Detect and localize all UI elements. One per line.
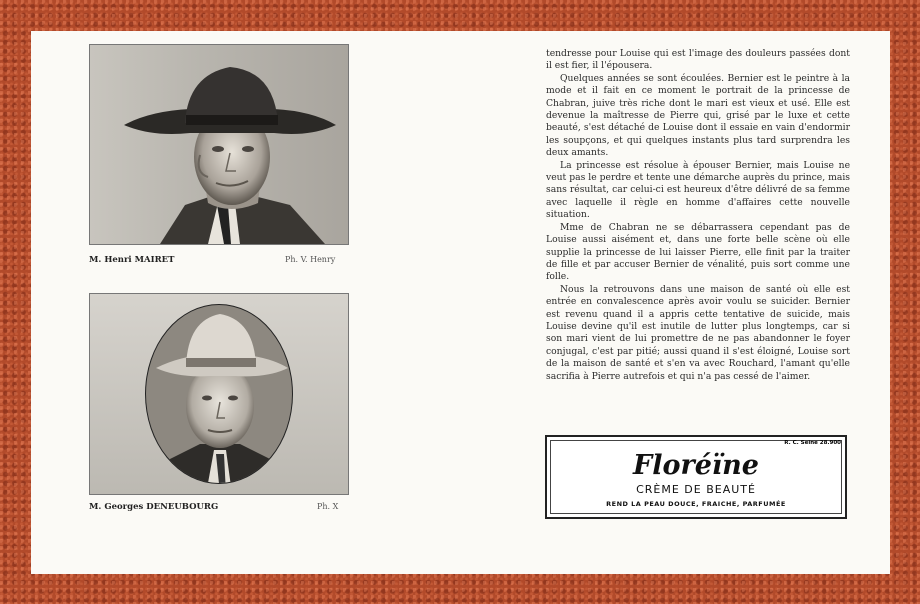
- photo1-caption-name: M. Henri MAIRET: [89, 255, 175, 265]
- article-text: [546, 48, 850, 383]
- article-paragraph: tendresse pour Louise qui est l'image des douleurs passées dont il est fier, il l'épousera.: [546, 48, 850, 72]
- article-paragraph: Quelques années se sont écoulées. Bernier est le peintre à la mode et il fait en ce moment le portrait de la princesse de Chabran, juive très riche dont le mari est vieux et usé. Elle est devenue la maîtresse de Pierre qui, grisé par le luxe et cette beauté, s'est détaché de Louise dont il essaie en vain d'endormir les soupçons, et qui quelques instants plus tard surprendra les deux amants.: [546, 72, 850, 159]
- ad-registry-reference: R. C. Seine 28.900: [784, 440, 841, 446]
- ad-brand-name: Floréïne: [633, 450, 759, 481]
- portrait-photo-georges-deneubourg: [89, 293, 349, 495]
- article-paragraph: La princesse est résolue à épouser Bernier, mais Louise ne veut pas le perdre et tente une démarche auprès du prince, mais sans résultat, car celui-ci est heureux d'être délivré de sa femme avec laquelle il règle en homme d'affaires cette nouvelle situation.: [546, 159, 850, 221]
- photo2-caption-credit: Ph. X: [317, 502, 339, 511]
- portrait-photo-henri-mairet: [89, 44, 349, 245]
- ad-slogan: REND LA PEAU DOUCE, FRAICHE, PARFUMÉE: [606, 500, 786, 508]
- floreine-advertisement: [545, 435, 847, 519]
- photo1-caption-credit: Ph. V. Henry: [285, 255, 336, 264]
- portrait-georges-deneubourg-image: [90, 294, 348, 494]
- portrait-henri-mairet-image: [90, 45, 348, 244]
- article-paragraph: Mme de Chabran ne se débarrassera cependant pas de Louise aussi aisément et, dans une forte belle scène où elle supplie la princesse de lui laisser Pierre, elle finit par la traiter de fille et par accuser Bernier de vénalité, puis sort comme une folle.: [546, 221, 850, 283]
- article-paragraph: Nous la retrouvons dans une maison de santé où elle est entrée en convalescence après avoir voulu se suicider. Bernier est revenu quand il a appris cette tentative de suicide, mais Louise devine qu'il est inutile de lutter plus longtemps, car si son mari vient de lui promettre de ne pas abandonner le foyer conjugal, c'est par pitié; aussi quand il s'est éloigné, Louise sort de la maison de santé et s'en va avec Rouchard, l'amant qu'elle sacrifia à Pierre autrefois et qui n'a pas cessé de l'aimer.: [546, 283, 850, 382]
- ad-tagline: CRÈME DE BEAUTÉ: [636, 483, 756, 496]
- photo2-caption-name: M. Georges DENEUBOURG: [89, 502, 219, 512]
- program-page: [31, 31, 890, 574]
